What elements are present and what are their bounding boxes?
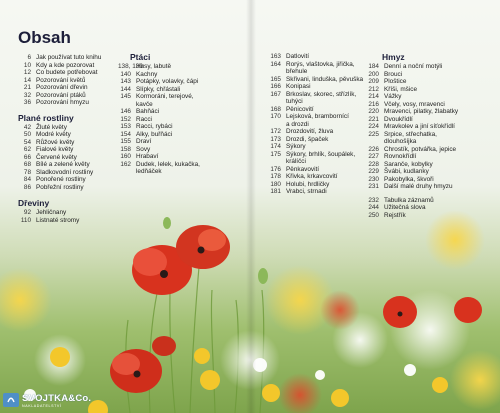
poppy-flower bbox=[176, 225, 230, 269]
toc-entry bbox=[268, 128, 380, 136]
publisher-name: SVOJTKA&Co. bbox=[22, 392, 92, 404]
toc-entry-page bbox=[118, 101, 136, 109]
toc-entry-text: Modré květy bbox=[36, 131, 71, 138]
toc-entry-page: 152 bbox=[120, 115, 131, 123]
section-heading-plane-rostliny: Plané rostliny bbox=[18, 112, 74, 123]
toc-entry-page: 230 bbox=[368, 175, 379, 183]
toc-entry bbox=[118, 138, 246, 146]
toc-entry-page: 250 bbox=[368, 211, 379, 219]
toc-entry-page: 162 bbox=[120, 160, 131, 168]
toc-entry-text: Drozdi, špaček bbox=[286, 135, 329, 143]
toc-entry bbox=[14, 139, 124, 147]
toc-entry-page: 231 bbox=[368, 183, 379, 190]
toc-entry bbox=[14, 169, 124, 177]
poppy-flower bbox=[152, 336, 176, 356]
toc-entry bbox=[366, 116, 496, 124]
toc-entry bbox=[14, 124, 124, 132]
toc-entry bbox=[14, 69, 124, 77]
toc-entry-text: králíčci bbox=[286, 158, 306, 165]
toc-entry bbox=[14, 146, 124, 154]
toc-entry-page: 6 bbox=[27, 54, 31, 61]
toc-entry-text: Co budete potřebovat bbox=[36, 69, 98, 76]
toc-entry-page: 184 bbox=[368, 63, 379, 70]
toc-entry-text: Švábi, kudlanky bbox=[384, 168, 429, 175]
toc-entry bbox=[366, 123, 496, 131]
toc-entry-text: Vrabci, strnadi bbox=[286, 188, 327, 195]
toc-entry-text: Holubi, hrdličky bbox=[286, 180, 330, 188]
toc-entry-page: 140 bbox=[120, 70, 131, 78]
toc-entry-text: Sovy bbox=[136, 145, 151, 153]
toc-entry-text: Datlovití bbox=[286, 53, 310, 60]
toc-entry bbox=[14, 92, 124, 100]
toc-entry-page: 160 bbox=[120, 153, 131, 160]
toc-entry-text: Pěnicovití bbox=[286, 105, 314, 113]
toc-entry-text: Ponořené rostliny bbox=[36, 176, 86, 183]
toc-entry bbox=[366, 212, 496, 220]
toc-entry-text: Srpice, střechatka, bbox=[384, 130, 437, 138]
toc-entry-text: Sladkovodní rostliny bbox=[36, 168, 94, 176]
toc-entry-text: Pozorování dřevin bbox=[36, 84, 88, 91]
toc-entry-text: Pozorování ptáků bbox=[36, 91, 86, 99]
toc-entry bbox=[366, 146, 496, 154]
book-gutter bbox=[246, 0, 256, 413]
toc-entry-page: 164 bbox=[270, 60, 281, 68]
toc-entry-text: Pobřežní rostliny bbox=[36, 183, 84, 191]
toc-entry-text: Žluté květy bbox=[36, 123, 67, 131]
toc-entry bbox=[118, 146, 246, 154]
publisher-logo bbox=[3, 391, 103, 409]
toc-entry-page: 165 bbox=[270, 75, 281, 83]
toc-column-2 bbox=[118, 52, 246, 176]
toc-entry-page: 86 bbox=[23, 183, 31, 191]
toc-entry bbox=[118, 123, 246, 131]
toc-entry-text: Slípky, chřástali bbox=[136, 85, 181, 93]
toc-entry bbox=[268, 76, 380, 84]
toc-entry-page: 32 bbox=[23, 91, 31, 99]
toc-entry bbox=[268, 143, 380, 151]
toc-entry-page: 232 bbox=[368, 196, 379, 204]
toc-entry-text: Pakobylka, škvoři bbox=[384, 175, 434, 183]
toc-entry-text: Drozdovití, žluva bbox=[286, 128, 334, 135]
toc-entry-text: dlouhošíjka bbox=[384, 138, 417, 145]
toc-entry-page bbox=[366, 138, 384, 146]
toc-entry bbox=[14, 154, 124, 162]
toc-entry-page: 62 bbox=[23, 146, 31, 153]
toc-entry-text: Sýkory, brhlík, šoupálek, bbox=[286, 150, 356, 158]
toc-entry-text: Lejsková, brambornící bbox=[286, 113, 349, 120]
toc-entry-page bbox=[268, 98, 286, 106]
toc-entry-text: Denní a noční motýli bbox=[384, 63, 443, 70]
toc-entry-text: Mravenci, pilatky, žlabatky bbox=[384, 108, 459, 115]
toc-entry-page: 244 bbox=[368, 204, 379, 211]
toc-entry-text: kavče bbox=[136, 100, 153, 108]
toc-entry-page: 227 bbox=[368, 153, 379, 160]
toc-entry-page: 158 bbox=[120, 145, 131, 153]
toc-entry bbox=[366, 161, 496, 169]
toc-column-3 bbox=[268, 53, 380, 196]
toc-entry-page: 224 bbox=[368, 123, 379, 130]
toc-entry-text: Alky, buřňáci bbox=[136, 130, 173, 138]
section-heading-ptaci: Ptáci bbox=[130, 52, 151, 62]
toc-entry-text: Tabulka záznamů bbox=[384, 196, 434, 204]
toc-entry-page: 170 bbox=[270, 113, 281, 120]
toc-entry bbox=[14, 161, 124, 169]
toc-entry-page: 220 bbox=[368, 108, 379, 115]
toc-entry-page bbox=[268, 158, 286, 166]
toc-column-1 bbox=[14, 54, 124, 224]
toc-entry-text: Bahňáci bbox=[136, 108, 160, 115]
toc-entry-text: Ploštice bbox=[384, 78, 407, 85]
toc-entry-page: 154 bbox=[120, 130, 131, 138]
toc-entry-text: Konipasi bbox=[286, 83, 311, 90]
section-heading-dreviny: Dřeviny bbox=[18, 198, 50, 208]
toc-entry-text: břehule bbox=[286, 68, 308, 75]
toc-entry-text: Kdy a kde pozorovat bbox=[36, 61, 95, 69]
toc-entry bbox=[268, 188, 380, 196]
toc-entry-text: Husy, labutě bbox=[136, 63, 172, 70]
toc-entry bbox=[268, 166, 380, 174]
toc-entry bbox=[118, 168, 246, 176]
toc-entry-page: 145 bbox=[120, 93, 131, 100]
toc-entry-text: Dudek, lelek, kukačka, bbox=[136, 160, 200, 168]
toc-entry bbox=[14, 84, 124, 92]
toc-entry bbox=[118, 78, 246, 86]
toc-entry-page bbox=[268, 121, 286, 129]
toc-entry bbox=[14, 131, 124, 139]
toc-entry bbox=[268, 181, 380, 189]
appendix-list bbox=[366, 197, 496, 220]
toc-entry bbox=[268, 53, 380, 61]
toc-entry-page: 229 bbox=[368, 168, 379, 175]
toc-entry bbox=[366, 176, 496, 184]
toc-entry bbox=[118, 161, 246, 169]
toc-entry-page: 155 bbox=[120, 138, 131, 145]
toc-entry-text: Užitečná slova bbox=[384, 204, 426, 211]
toc-entry-text: Křivka, krkavcovití bbox=[286, 173, 338, 180]
toc-entry bbox=[366, 168, 496, 176]
toc-entry bbox=[366, 108, 496, 116]
toc-entry-page: 226 bbox=[368, 145, 379, 153]
toc-entry bbox=[268, 113, 380, 121]
toc-entry-page: 42 bbox=[23, 123, 31, 131]
toc-entry-text: Jak používat tuto knihu bbox=[36, 54, 102, 61]
toc-entry-page: 146 bbox=[120, 108, 131, 115]
toc-entry-text: Další malé druhy hmyzu bbox=[384, 183, 453, 190]
toc-entry-text: Rejstřík bbox=[384, 211, 406, 219]
toc-entry bbox=[366, 86, 496, 94]
toc-entry-page: 54 bbox=[23, 138, 31, 146]
toc-entry-page: 172 bbox=[270, 128, 281, 135]
toc-entry bbox=[268, 91, 380, 99]
toc-entry-text: Dvoukřídlí bbox=[384, 115, 413, 123]
toc-entry-text: Rovnokřídlí bbox=[384, 153, 417, 160]
toc-entry-text: Racci, rybáci bbox=[136, 123, 173, 130]
ptaci-list bbox=[118, 63, 246, 176]
toc-entry-text: Kachny bbox=[136, 70, 158, 78]
toc-entry-page: 68 bbox=[23, 161, 31, 168]
toc-entry bbox=[366, 153, 496, 161]
poppy-flower bbox=[454, 297, 482, 323]
toc-entry-page: 212 bbox=[368, 85, 379, 93]
toc-entry-page: 78 bbox=[23, 168, 31, 176]
toc-entry-text: Červené květy bbox=[36, 153, 77, 161]
toc-entry bbox=[268, 61, 380, 69]
toc-entry-page: 167 bbox=[270, 90, 281, 98]
toc-entry-page: 110 bbox=[20, 216, 31, 224]
toc-entry-page: 153 bbox=[120, 123, 131, 130]
toc-entry bbox=[14, 99, 124, 107]
toc-entry-page: 225 bbox=[368, 130, 379, 138]
toc-entry bbox=[118, 71, 246, 79]
toc-entry-page: 144 bbox=[120, 85, 131, 93]
toc-entry-page: 163 bbox=[270, 53, 281, 60]
toc-entry-page: 175 bbox=[270, 150, 281, 158]
toc-entry bbox=[366, 204, 496, 212]
toc-entry-text: Fialové květy bbox=[36, 146, 74, 153]
ptaci-continued-list bbox=[268, 53, 380, 196]
toc-entry-page: 14 bbox=[23, 76, 31, 84]
toc-entry bbox=[268, 136, 380, 144]
toc-entry bbox=[118, 86, 246, 94]
toc-entry-text: Pozorování hmyzu bbox=[36, 99, 89, 106]
toc-entry-page: 21 bbox=[23, 84, 31, 91]
hmyz-list bbox=[366, 63, 496, 191]
toc-entry-text: Rorýs, vlaštovka, jiřička, bbox=[286, 60, 355, 68]
toc-entry-page: 143 bbox=[120, 78, 131, 85]
toc-entry-text: Brkoslav, skorec, střízlík, bbox=[286, 90, 357, 98]
toc-entry-text: Potápky, volavky, čápi bbox=[136, 78, 199, 85]
toc-entry-text: Bílé a zelené květy bbox=[36, 161, 90, 168]
toc-entry-text: Pěnkavovití bbox=[286, 165, 320, 173]
toc-entry-text: Sýkory bbox=[286, 143, 306, 150]
toc-entry-page: 178 bbox=[270, 173, 281, 180]
toc-entry-page: 221 bbox=[368, 115, 379, 123]
toc-entry-text: Skřivani, linduška, pěvuška bbox=[286, 75, 364, 83]
toc-entry bbox=[118, 153, 246, 161]
toc-column-4 bbox=[366, 52, 496, 219]
toc-entry bbox=[14, 217, 124, 225]
toc-entry bbox=[268, 106, 380, 114]
toc-entry bbox=[118, 63, 246, 71]
toc-entry-text: Racci bbox=[136, 115, 152, 123]
toc-entry bbox=[14, 77, 124, 85]
toc-entry bbox=[118, 131, 246, 139]
toc-entry-page: 138, 139 bbox=[118, 63, 143, 70]
toc-entry bbox=[118, 116, 246, 124]
toc-entry-page: 214 bbox=[368, 93, 379, 100]
toc-entry bbox=[14, 209, 124, 217]
toc-entry bbox=[268, 158, 380, 166]
toc-entry-text: Chrostík, potvářka, jepice bbox=[384, 145, 457, 153]
toc-entry-text: Pozorování květů bbox=[36, 76, 86, 84]
toc-entry-text: ledňáček bbox=[136, 168, 162, 175]
toc-entry-text: Saranče, kobylky bbox=[384, 160, 433, 168]
toc-entry bbox=[118, 93, 246, 101]
toc-entry bbox=[268, 68, 380, 76]
toc-entry bbox=[268, 83, 380, 91]
toc-entry-text: a drozdi bbox=[286, 120, 309, 128]
toc-entry-text: Jehličnany bbox=[36, 209, 67, 216]
toc-entry bbox=[366, 71, 496, 79]
intro-list bbox=[14, 54, 124, 107]
toc-entry-page: 173 bbox=[270, 135, 281, 143]
toc-entry-text: tuhýci bbox=[286, 98, 303, 105]
toc-entry-text: Hrabaví bbox=[136, 153, 159, 160]
toc-entry bbox=[268, 173, 380, 181]
toc-entry bbox=[118, 101, 246, 109]
toc-entry bbox=[366, 131, 496, 139]
toc-entry-page: 209 bbox=[368, 78, 379, 85]
toc-entry-page: 181 bbox=[270, 188, 281, 195]
toc-entry-text: Kříši, mšice bbox=[384, 85, 418, 93]
toc-entry-text: Mravkolev a jiní síťokřídlí bbox=[384, 123, 455, 130]
toc-entry-page: 174 bbox=[270, 143, 281, 150]
toc-entry-page: 84 bbox=[23, 176, 31, 183]
toc-entry-page: 12 bbox=[23, 69, 31, 76]
toc-entry-page: 92 bbox=[23, 209, 31, 216]
toc-entry bbox=[268, 98, 380, 106]
toc-entry-page bbox=[118, 168, 136, 176]
toc-entry bbox=[366, 197, 496, 205]
poppy-flower bbox=[110, 349, 162, 393]
toc-entry-page: 200 bbox=[368, 70, 379, 78]
toc-entry-page: 36 bbox=[23, 99, 31, 106]
toc-entry-page: 228 bbox=[368, 160, 379, 168]
toc-entry-page: 166 bbox=[270, 83, 281, 90]
toc-entry-text: Draví bbox=[136, 138, 152, 145]
toc-entry-page: 50 bbox=[23, 131, 31, 138]
toc-entry bbox=[14, 62, 124, 70]
toc-entry-text: Včely, vosy, mravenci bbox=[384, 100, 445, 108]
toc-entry-page: 168 bbox=[270, 105, 281, 113]
toc-entry bbox=[14, 176, 124, 184]
toc-entry-text: Kormoráni, terejové, bbox=[136, 93, 194, 100]
plane-rostliny-list bbox=[14, 124, 124, 192]
toc-entry bbox=[366, 78, 496, 86]
toc-entry-text: Listnaté stromy bbox=[36, 216, 80, 224]
dreviny-list bbox=[14, 209, 124, 224]
toc-entry-page: 180 bbox=[270, 180, 281, 188]
toc-entry-text: Brouci bbox=[384, 70, 403, 78]
toc-entry-text: Růžové květy bbox=[36, 138, 75, 146]
toc-entry-page: 216 bbox=[368, 100, 379, 108]
toc-entry-page: 10 bbox=[23, 61, 31, 69]
toc-entry bbox=[118, 108, 246, 116]
section-heading-hmyz: Hmyz bbox=[382, 52, 405, 62]
toc-entry-text: Vážky bbox=[384, 93, 402, 100]
toc-entry-page bbox=[268, 68, 286, 76]
publisher-logo-icon bbox=[3, 393, 19, 407]
poppy-flower bbox=[383, 296, 417, 328]
toc-entry bbox=[366, 138, 496, 146]
toc-entry-page: 176 bbox=[270, 165, 281, 173]
toc-entry-page: 66 bbox=[23, 153, 31, 161]
toc-entry bbox=[14, 184, 124, 192]
toc-entry bbox=[366, 183, 496, 191]
publisher-tagline: NAKLADATELSTVÍ bbox=[22, 403, 62, 408]
toc-entry bbox=[366, 93, 496, 101]
toc-entry bbox=[268, 151, 380, 159]
toc-entry bbox=[366, 101, 496, 109]
toc-entry bbox=[366, 63, 496, 71]
toc-entry bbox=[268, 121, 380, 129]
page-title: Obsah bbox=[18, 28, 71, 47]
toc-entry bbox=[14, 54, 124, 62]
